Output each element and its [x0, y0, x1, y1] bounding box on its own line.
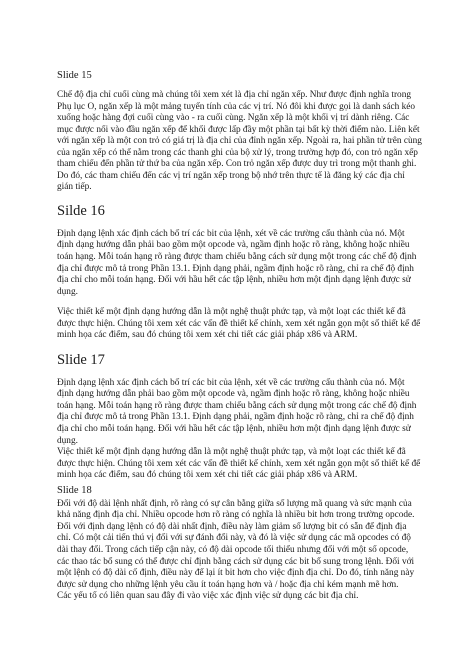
- paragraph: Định dạng lệnh xác định cách bố trí các bit của lệnh, xét về các trường cấu thành của nó. Một định dạng hướng dẫn phải bao gồm một opcode và, ngầm định hoặc rõ ràng, không hoặc nhiều toán hạng. Mỗi toán hạng rõ ràng được tham chiếu bằng cách sử dụng một trong các chế độ định địa chỉ được mô tả trong Phần 13.1. Định dạng phải, ngầm định hoặc rõ ràng, chỉ ra chế độ định địa chỉ cho mỗi toán hạng. Đối với hầu hết các tập lệnh, nhiều hơn một định dạng lệnh được sử dụng.: [57, 228, 417, 297]
- paragraph: Việc thiết kế một định dạng hướng dẫn là một nghệ thuật phức tạp, và một loạt các thiết kế đã được thực hiện. Chúng tôi xem xét các vấn đề thiết kế chính, xem xét ngắn gọn một số thiết kế để minh họa các điểm, sau đó chúng tôi xem xét chi tiết các giải pháp x86 và ARM.: [57, 307, 421, 341]
- section-heading: Silde 16: [57, 202, 105, 219]
- section-slide-17: [57, 352, 422, 482]
- section-slide-16: [57, 203, 422, 342]
- section-slide-18: [57, 485, 422, 603]
- section-heading: Slide 15: [57, 70, 92, 81]
- section-heading: Slide 17: [57, 351, 105, 368]
- paragraph: Các yếu tố có liên quan sau đây đi vào việc xác định việc sử dụng các bit địa chỉ.: [57, 591, 359, 602]
- section-heading: Slide 18: [57, 484, 92, 496]
- section-slide-15: [57, 70, 422, 194]
- paragraph: Đối với độ dài lệnh nhất định, rõ ràng có sự cân bằng giữa số lượng mã quang và sức mạnh của khả năng định địa chỉ. Nhiều opcode hơn rõ ràng có nghĩa là nhiều bit hơn trong trường opcode. Đối với định dạng lệnh có độ dài nhất định, điều này làm giảm số lượng bit có sẵn để định địa chỉ. Có một cải tiến thú vị đối với sự đánh đổi này, và đó là việc sử dụng các mã opcodes có độ dài thay đổi. Trong cách tiếp cận này, có độ dài opcode tối thiểu nhưng đối với một số opcode, các thao tác bổ sung có thể được chỉ định bằng cách sử dụng các bit bổ sung trong lệnh. Đối với một lệnh có độ dài cố định, điều này để lại ít bit hơn cho việc định địa chỉ. Do đó, tính năng này được sử dụng cho những lệnh yêu cầu ít toán hạng hơn và / hoặc địa chỉ kém mạnh mẽ hơn.: [57, 498, 415, 590]
- paragraph: Chế độ địa chỉ cuối cùng mà chúng tôi xem xét là địa chỉ ngăn xếp. Như được định nghĩa trong Phụ lục O, ngăn xếp là một mảng tuyến tính của các vị trí. Nó đôi khi được gọi là danh sách kéo xuống hoặc hàng đợi cuối cùng vào - ra cuối cùng. Ngăn xếp là một khối vị trí dành riêng. Các mục được nối vào đầu ngăn xếp để khối được lấp đầy một phần tại bất kỳ thời điểm nào. Liên kết với ngăn xếp là một con trỏ có giá trị là địa chỉ của đỉnh ngăn xếp. Ngoài ra, hai phần tử trên cùng của ngăn xếp có thể nằm trong các thanh ghi của bộ xử lý, trong trường hợp đó, con trỏ ngăn xếp tham chiếu đến phần tử thứ ba của ngăn xếp. Con trỏ ngăn xếp được duy trì trong một thanh ghi. Do đó, các tham chiếu đến các vị trí ngăn xếp trong bộ nhớ trên thực tế là đăng ký các địa chỉ gián tiếp.: [57, 90, 422, 193]
- paragraph: Định dạng lệnh xác định cách bố trí các bit của lệnh, xét về các trường cấu thành của nó. Một định dạng hướng dẫn phải bao gồm một opcode và, ngầm định hoặc rõ ràng, không hoặc nhiều toán hạng. Mỗi toán hạng rõ ràng được tham chiếu bằng cách sử dụng một trong các chế độ định địa chỉ được mô tả trong Phần 13.1. Định dạng phải, ngầm định hoặc rõ ràng, chỉ ra chế độ định địa chỉ cho mỗi toán hạng. Đối với hầu hết các tập lệnh, nhiều hơn một định dạng lệnh được sử dụng.: [57, 377, 417, 446]
- paragraph: Việc thiết kế một định dạng hướng dẫn là một nghệ thuật phức tạp, và một loạt các thiết kế đã được thực hiện. Chúng tôi xem xét các vấn đề thiết kế chính, xem xét ngắn gọn một số thiết kế để minh họa các điểm, sau đó chúng tôi xem xét chi tiết các giải pháp x86 và ARM.: [57, 447, 421, 481]
